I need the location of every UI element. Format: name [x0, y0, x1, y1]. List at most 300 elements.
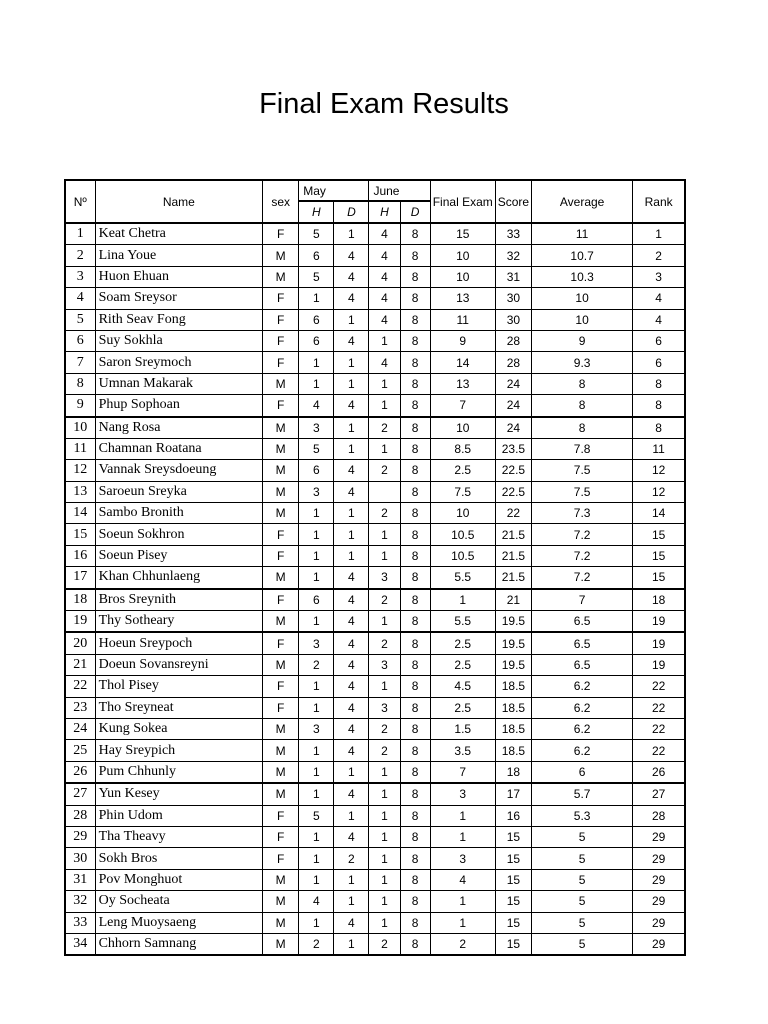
cell-rank: 29: [633, 848, 685, 869]
cell-june-d: 8: [400, 417, 430, 439]
cell-may-d: 4: [334, 245, 369, 266]
cell-may-h: 1: [299, 524, 334, 545]
cell-final-exam: 5.5: [430, 611, 495, 633]
header-name: Name: [95, 180, 263, 223]
cell-average: 10: [531, 288, 632, 309]
table-row: [65, 503, 685, 524]
cell-average: 7.5: [531, 481, 632, 502]
table-header: [65, 180, 685, 223]
cell-june-h: 4: [369, 245, 400, 266]
cell-may-h: 1: [299, 352, 334, 373]
cell-average: 5: [531, 826, 632, 847]
cell-no: 1: [65, 223, 95, 245]
cell-june-h: 4: [369, 309, 400, 330]
header-may-gap: [334, 180, 369, 201]
table-row: [65, 309, 685, 330]
cell-may-h: 6: [299, 309, 334, 330]
cell-no: 33: [65, 912, 95, 933]
cell-rank: 29: [633, 912, 685, 933]
cell-june-h: 1: [369, 395, 400, 417]
cell-may-h: 4: [299, 891, 334, 912]
cell-june-d: 8: [400, 545, 430, 566]
cell-score: 17: [495, 783, 531, 805]
cell-june-h: 1: [369, 805, 400, 826]
cell-name: Soam Sreysor: [95, 288, 263, 309]
cell-rank: 15: [633, 567, 685, 589]
cell-june-d: 8: [400, 869, 430, 890]
cell-name: Vannak Sreysdoeung: [95, 460, 263, 481]
cell-may-d: 2: [334, 848, 369, 869]
cell-may-d: 4: [334, 460, 369, 481]
cell-may-d: 1: [334, 503, 369, 524]
header-june-h: H: [369, 201, 400, 223]
cell-sex: M: [263, 373, 299, 394]
cell-average: 6: [531, 761, 632, 783]
table-row: [65, 245, 685, 266]
cell-sex: F: [263, 676, 299, 697]
cell-no: 29: [65, 826, 95, 847]
cell-score: 21.5: [495, 567, 531, 589]
table-row: [65, 761, 685, 783]
cell-no: 26: [65, 761, 95, 783]
cell-june-h: 2: [369, 718, 400, 739]
cell-sex: M: [263, 933, 299, 955]
cell-june-d: 8: [400, 245, 430, 266]
cell-average: 9.3: [531, 352, 632, 373]
cell-rank: 2: [633, 245, 685, 266]
header-may: May: [299, 180, 334, 201]
table-row: [65, 417, 685, 439]
cell-rank: 15: [633, 545, 685, 566]
cell-june-h: 1: [369, 869, 400, 890]
cell-june-h: 1: [369, 330, 400, 351]
cell-final-exam: 3: [430, 783, 495, 805]
cell-may-d: 1: [334, 545, 369, 566]
cell-june-h: 1: [369, 611, 400, 633]
cell-final-exam: 7: [430, 395, 495, 417]
cell-no: 12: [65, 460, 95, 481]
cell-no: 3: [65, 266, 95, 287]
cell-may-d: 1: [334, 352, 369, 373]
cell-name: Khan Chhunlaeng: [95, 567, 263, 589]
header-may-h: H: [299, 201, 334, 223]
cell-rank: 28: [633, 805, 685, 826]
cell-name: Soeun Sokhron: [95, 524, 263, 545]
table-row: [65, 891, 685, 912]
cell-may-d: 1: [334, 805, 369, 826]
cell-may-d: 4: [334, 481, 369, 502]
cell-score: 18.5: [495, 718, 531, 739]
cell-rank: 22: [633, 676, 685, 697]
cell-no: 14: [65, 503, 95, 524]
cell-sex: F: [263, 288, 299, 309]
cell-sex: M: [263, 417, 299, 439]
cell-may-d: 1: [334, 438, 369, 459]
cell-june-h: 1: [369, 524, 400, 545]
cell-score: 18.5: [495, 697, 531, 718]
cell-name: Pov Monghuot: [95, 869, 263, 890]
cell-rank: 19: [633, 632, 685, 654]
cell-may-h: 5: [299, 805, 334, 826]
cell-final-exam: 9: [430, 330, 495, 351]
cell-score: 22: [495, 503, 531, 524]
cell-final-exam: 4: [430, 869, 495, 890]
cell-sex: M: [263, 438, 299, 459]
cell-may-h: 6: [299, 330, 334, 351]
table-row: [65, 632, 685, 654]
cell-no: 8: [65, 373, 95, 394]
table-row: [65, 223, 685, 245]
cell-no: 5: [65, 309, 95, 330]
cell-score: 21.5: [495, 545, 531, 566]
cell-no: 21: [65, 654, 95, 675]
cell-no: 18: [65, 589, 95, 611]
cell-no: 2: [65, 245, 95, 266]
cell-name: Rith Seav Fong: [95, 309, 263, 330]
cell-score: 28: [495, 330, 531, 351]
cell-score: 16: [495, 805, 531, 826]
cell-name: Phin Udom: [95, 805, 263, 826]
cell-no: 30: [65, 848, 95, 869]
cell-june-h: 1: [369, 783, 400, 805]
cell-no: 4: [65, 288, 95, 309]
cell-no: 25: [65, 740, 95, 761]
cell-june-d: 8: [400, 266, 430, 287]
cell-june-d: 8: [400, 718, 430, 739]
cell-score: 15: [495, 869, 531, 890]
cell-average: 8: [531, 417, 632, 439]
cell-june-h: 4: [369, 266, 400, 287]
cell-rank: 18: [633, 589, 685, 611]
header-no: Nº: [65, 180, 95, 223]
cell-rank: 27: [633, 783, 685, 805]
cell-rank: 4: [633, 288, 685, 309]
cell-final-exam: 13: [430, 288, 495, 309]
cell-rank: 1: [633, 223, 685, 245]
table-row: [65, 589, 685, 611]
cell-score: 15: [495, 848, 531, 869]
cell-average: 8: [531, 395, 632, 417]
cell-final-exam: 1: [430, 912, 495, 933]
table-row: [65, 352, 685, 373]
cell-sex: M: [263, 460, 299, 481]
cell-average: 11: [531, 223, 632, 245]
cell-name: Huon Ehuan: [95, 266, 263, 287]
cell-score: 19.5: [495, 654, 531, 675]
table-row: [65, 869, 685, 890]
cell-may-h: 1: [299, 869, 334, 890]
cell-june-d: 8: [400, 373, 430, 394]
cell-may-h: 1: [299, 503, 334, 524]
cell-sex: M: [263, 245, 299, 266]
cell-no: 22: [65, 676, 95, 697]
cell-average: 6.2: [531, 740, 632, 761]
table-row: [65, 783, 685, 805]
cell-score: 22.5: [495, 481, 531, 502]
cell-sex: M: [263, 567, 299, 589]
cell-final-exam: 4.5: [430, 676, 495, 697]
cell-may-d: 4: [334, 740, 369, 761]
cell-score: 18: [495, 761, 531, 783]
cell-sex: M: [263, 266, 299, 287]
cell-may-h: 1: [299, 545, 334, 566]
cell-average: 10: [531, 309, 632, 330]
cell-sex: F: [263, 805, 299, 826]
cell-final-exam: 2.5: [430, 632, 495, 654]
cell-june-h: 4: [369, 352, 400, 373]
cell-may-d: 4: [334, 611, 369, 633]
cell-name: Suy Sokhla: [95, 330, 263, 351]
table-row: [65, 654, 685, 675]
cell-final-exam: 1: [430, 891, 495, 912]
cell-name: Tho Sreyneat: [95, 697, 263, 718]
cell-june-d: 8: [400, 891, 430, 912]
cell-rank: 8: [633, 373, 685, 394]
cell-rank: 22: [633, 697, 685, 718]
header-final-exam: Final Exam: [430, 180, 495, 223]
cell-june-d: 8: [400, 223, 430, 245]
cell-june-d: 8: [400, 676, 430, 697]
cell-june-d: 8: [400, 848, 430, 869]
cell-average: 7.2: [531, 524, 632, 545]
cell-june-d: 8: [400, 697, 430, 718]
cell-may-d: 4: [334, 288, 369, 309]
cell-may-h: 6: [299, 589, 334, 611]
cell-name: Thol Pisey: [95, 676, 263, 697]
cell-may-d: 1: [334, 373, 369, 394]
cell-may-d: 1: [334, 761, 369, 783]
cell-no: 17: [65, 567, 95, 589]
cell-may-d: 4: [334, 654, 369, 675]
cell-may-h: 4: [299, 395, 334, 417]
cell-rank: 29: [633, 869, 685, 890]
cell-sex: M: [263, 654, 299, 675]
cell-average: 5: [531, 869, 632, 890]
cell-no: 31: [65, 869, 95, 890]
cell-final-exam: 7.5: [430, 481, 495, 502]
cell-sex: F: [263, 395, 299, 417]
cell-may-h: 2: [299, 654, 334, 675]
cell-may-h: 1: [299, 697, 334, 718]
cell-name: Hay Sreypich: [95, 740, 263, 761]
cell-final-exam: 14: [430, 352, 495, 373]
cell-score: 19.5: [495, 611, 531, 633]
cell-no: 10: [65, 417, 95, 439]
cell-sex: M: [263, 503, 299, 524]
cell-average: 5: [531, 891, 632, 912]
cell-may-h: 1: [299, 740, 334, 761]
cell-average: 5: [531, 933, 632, 955]
cell-rank: 29: [633, 891, 685, 912]
cell-rank: 6: [633, 330, 685, 351]
cell-final-exam: 10.5: [430, 524, 495, 545]
cell-june-d: 8: [400, 783, 430, 805]
cell-june-d: 8: [400, 761, 430, 783]
cell-score: 30: [495, 288, 531, 309]
cell-may-h: 3: [299, 481, 334, 502]
cell-average: 10.3: [531, 266, 632, 287]
cell-sex: M: [263, 891, 299, 912]
cell-may-h: 3: [299, 718, 334, 739]
cell-june-d: 8: [400, 912, 430, 933]
cell-may-h: 6: [299, 460, 334, 481]
cell-sex: F: [263, 524, 299, 545]
table-row: [65, 676, 685, 697]
cell-sex: F: [263, 632, 299, 654]
table-row: [65, 438, 685, 459]
cell-no: 32: [65, 891, 95, 912]
cell-may-h: 1: [299, 783, 334, 805]
cell-may-d: 4: [334, 912, 369, 933]
cell-average: 7.2: [531, 567, 632, 589]
cell-june-h: 2: [369, 503, 400, 524]
cell-june-h: [369, 481, 400, 502]
cell-average: 6.2: [531, 697, 632, 718]
cell-june-d: 8: [400, 309, 430, 330]
cell-name: Chhorn Samnang: [95, 933, 263, 955]
cell-final-exam: 2.5: [430, 460, 495, 481]
cell-name: Keat Chetra: [95, 223, 263, 245]
cell-june-d: 8: [400, 460, 430, 481]
cell-no: 28: [65, 805, 95, 826]
cell-score: 21.5: [495, 524, 531, 545]
cell-june-h: 2: [369, 589, 400, 611]
cell-final-exam: 1.5: [430, 718, 495, 739]
cell-june-d: 8: [400, 805, 430, 826]
cell-may-d: 1: [334, 869, 369, 890]
cell-june-d: 8: [400, 567, 430, 589]
table-row: [65, 373, 685, 394]
cell-sex: M: [263, 912, 299, 933]
cell-june-d: 8: [400, 654, 430, 675]
cell-average: 5: [531, 848, 632, 869]
header-june: June: [369, 180, 400, 201]
cell-may-d: 4: [334, 266, 369, 287]
cell-average: 10.7: [531, 245, 632, 266]
cell-may-d: 4: [334, 567, 369, 589]
cell-rank: 26: [633, 761, 685, 783]
cell-name: Thy Sotheary: [95, 611, 263, 633]
cell-may-d: 1: [334, 933, 369, 955]
table-row: [65, 481, 685, 502]
cell-may-h: 3: [299, 632, 334, 654]
cell-score: 15: [495, 912, 531, 933]
cell-june-d: 8: [400, 740, 430, 761]
cell-rank: 29: [633, 826, 685, 847]
cell-may-h: 5: [299, 223, 334, 245]
cell-may-h: 5: [299, 438, 334, 459]
cell-june-h: 3: [369, 654, 400, 675]
header-june-d: D: [400, 201, 430, 223]
cell-name: Saroeun Sreyka: [95, 481, 263, 502]
cell-may-h: 1: [299, 676, 334, 697]
cell-june-d: 8: [400, 524, 430, 545]
cell-june-h: 1: [369, 891, 400, 912]
cell-name: Phup Sophoan: [95, 395, 263, 417]
cell-name: Nang Rosa: [95, 417, 263, 439]
table-row: [65, 395, 685, 417]
cell-no: 7: [65, 352, 95, 373]
cell-june-d: 8: [400, 503, 430, 524]
cell-final-exam: 2: [430, 933, 495, 955]
cell-average: 7.5: [531, 460, 632, 481]
cell-rank: 29: [633, 933, 685, 955]
cell-may-h: 1: [299, 611, 334, 633]
cell-average: 5.7: [531, 783, 632, 805]
cell-final-exam: 7: [430, 761, 495, 783]
cell-name: Leng Muoysaeng: [95, 912, 263, 933]
cell-sex: M: [263, 761, 299, 783]
cell-score: 15: [495, 933, 531, 955]
table-row: [65, 524, 685, 545]
cell-average: 6.2: [531, 676, 632, 697]
results-table: [64, 179, 686, 956]
cell-sex: F: [263, 826, 299, 847]
cell-score: 33: [495, 223, 531, 245]
cell-name: Pum Chhunly: [95, 761, 263, 783]
cell-name: Oy Socheata: [95, 891, 263, 912]
cell-sex: M: [263, 481, 299, 502]
cell-may-d: 1: [334, 309, 369, 330]
cell-sex: M: [263, 718, 299, 739]
cell-score: 15: [495, 826, 531, 847]
cell-rank: 6: [633, 352, 685, 373]
cell-may-d: 4: [334, 718, 369, 739]
cell-no: 9: [65, 395, 95, 417]
cell-final-exam: 3.5: [430, 740, 495, 761]
table-row: [65, 330, 685, 351]
table-row: [65, 545, 685, 566]
cell-may-h: 1: [299, 826, 334, 847]
cell-final-exam: 2.5: [430, 654, 495, 675]
cell-score: 30: [495, 309, 531, 330]
cell-may-h: 1: [299, 567, 334, 589]
cell-final-exam: 1: [430, 805, 495, 826]
cell-average: 7.3: [531, 503, 632, 524]
header-score: Score: [495, 180, 531, 223]
cell-average: 8: [531, 373, 632, 394]
cell-score: 24: [495, 395, 531, 417]
cell-no: 11: [65, 438, 95, 459]
cell-average: 5: [531, 912, 632, 933]
cell-score: 18.5: [495, 676, 531, 697]
cell-june-h: 1: [369, 826, 400, 847]
cell-sex: F: [263, 697, 299, 718]
cell-june-d: 8: [400, 438, 430, 459]
table-row: [65, 848, 685, 869]
cell-june-d: 8: [400, 481, 430, 502]
cell-june-d: 8: [400, 933, 430, 955]
header-average: Average: [531, 180, 632, 223]
cell-may-d: 4: [334, 632, 369, 654]
cell-average: 9: [531, 330, 632, 351]
cell-june-h: 1: [369, 373, 400, 394]
cell-final-exam: 10: [430, 417, 495, 439]
table-row: [65, 460, 685, 481]
header-june-gap: [400, 180, 430, 201]
cell-june-d: 8: [400, 330, 430, 351]
cell-final-exam: 15: [430, 223, 495, 245]
table-row: [65, 912, 685, 933]
cell-rank: 11: [633, 438, 685, 459]
cell-name: Tha Theavy: [95, 826, 263, 847]
cell-sex: M: [263, 611, 299, 633]
header-sex: sex: [263, 180, 299, 223]
cell-name: Chamnan Roatana: [95, 438, 263, 459]
table-row: [65, 266, 685, 287]
cell-june-d: 8: [400, 611, 430, 633]
table-row: [65, 740, 685, 761]
